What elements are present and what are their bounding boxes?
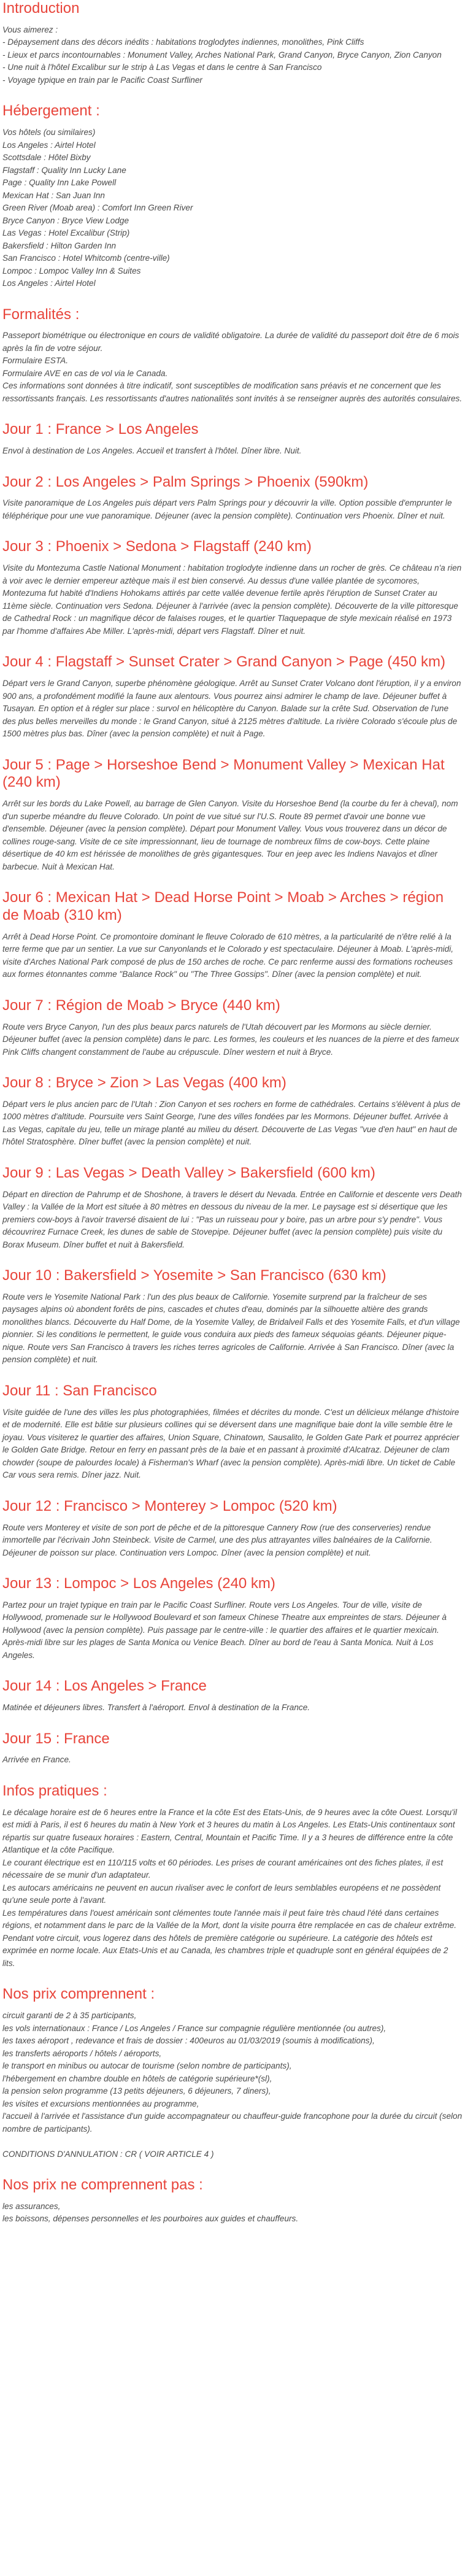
hotel-line: Page : Quality Inn Lake Powell <box>2 178 117 188</box>
comprend-line <box>2 2135 463 2148</box>
day-section <box>2 1267 463 1367</box>
comprend-line: les visites et excursions mentionnées au programme, <box>2 2099 199 2108</box>
hotel-line: Los Angeles : Airtel Hotel <box>2 279 96 288</box>
intro-line: - Une nuit à l'hôtel Excalibur sur le strip à Las Vegas et dans le centre à San Francisco <box>2 63 322 72</box>
day-title: Jour 6 : Mexican Hat > Dead Horse Point > Moab > Arches > région de Moab (310 km) <box>2 889 444 924</box>
comprend-title: Nos prix comprennent : <box>2 1986 155 2003</box>
comprend-line: la pension selon programme (13 petits déjeuners, 6 déjeuners, 7 diners), <box>2 2086 271 2096</box>
infos-line: Le courant électrique est en 110/115 volts et 60 périodes. Les prises de courant américaines ont des fiches plates, il est nécessaire de se munir d'un adaptateur. <box>2 1857 444 1880</box>
day-title: Jour 1 : France > Los Angeles <box>2 421 199 438</box>
annulation-line: CONDITIONS D'ANNULATION : CR ( VOIR ARTICLE 4 ) <box>2 2149 214 2159</box>
comprend-line: les taxes aéroport , redevance et frais de dossier : 400euros au 01/03/2019 (soumis à modifications), <box>2 2036 375 2046</box>
day-text: Envol à destination de Los Angeles. Accueil et transfert à l'hôtel. Dîner libre. Nuit. <box>2 446 302 456</box>
hebergement-title: Hébergement : <box>2 102 100 120</box>
formalites-title: Formalités : <box>2 306 80 323</box>
day-text: Partez pour un trajet typique en train par le Pacific Coast Surfliner. Route vers Los Angeles. Tour de ville, visite de Hollywood, promenade sur le Hollywood Boulevard et son fameux Chinese Theatre aux empreintes de stars. Déjeuner à Hollywood (avec la pension complète). Puis passage par le centre-ville : le quartier des affaires et le quartier mexicain. Après-midi libre sur les plages de Santa Monica ou Venice Beach. Dîner au bord de l'eau à Santa Monica. Nuit à Los Angeles. <box>2 1600 447 1660</box>
infos-line: Les températures dans l'ouest américain sont clémentes toute l'année mais il peut faire très chaud l'été dans certaines régions, et notamment dans le parc de la Vallée de la Mort, dont la visite pourra être remplacée en cas de chaleur extrême. <box>2 1908 456 1930</box>
comprend-pas-title: Nos prix ne comprennent pas : <box>2 2177 203 2194</box>
infos-title: Infos pratiques : <box>2 1782 107 1799</box>
intro-line: - Voyage typique en train par le Pacific Coast Surfliner <box>2 75 202 85</box>
comprend-pas-line: les boissons, dépenses personnelles et les pourboires aux guides et chauffeurs. <box>2 2214 299 2224</box>
formalites-section <box>2 306 463 406</box>
hotel-line: Green River (Moab area) : Comfort Inn Green River <box>2 203 193 213</box>
day-title: Jour 15 : France <box>2 1730 110 1747</box>
hotel-line: San Francisco : Hotel Whitcomb (centre-ville) <box>2 253 170 263</box>
day-section <box>2 538 463 638</box>
day-text: Route vers le Yosemite National Park : l'un des plus beaux de Californie. Yosemite surprend par la fraîcheur de ses paysages alpins où abondent forêts de pins, cascades et chutes d'eau, dominés par la silhouette altière des grands monolithes blancs. Découverte du Half Dome, de la Yosemite Valley, de Bridalveil Falls et des Yosemite Falls, et d'un village pionnier. Si les conditions le permettent, le guide vous conduira aux pieds des fameux séquoias géants. Déjeuner pique-nique. Route vers San Francisco à travers les riches terres agricoles de Californie. Arrivée à San Francisco. Dîner (avec la pension complète) et nuit. <box>2 1292 460 1365</box>
day-title: Jour 8 : Bryce > Zion > Las Vegas (400 km) <box>2 1074 286 1092</box>
intro-line: - Lieux et parcs incontournables : Monument Valley, Arches National Park, Grand Canyon, Bryce Canyon, Zion Canyon <box>2 50 442 60</box>
day-text: Route vers Bryce Canyon, l'un des plus beaux parcs naturels de l'Utah découvert par les Mormons au siècle dernier. Déjeuner buffet (avec la pension complète) dans le parc. Les formes, les couleurs et les nuances de la pierre et des fameux Pink Cliffs changent constamment de l'aube au crépuscule. Dîner western et nuit à Bryce. <box>2 1022 459 1057</box>
day-section <box>2 474 463 523</box>
hotel-line: Los Angeles : Airtel Hotel <box>2 140 96 150</box>
day-section <box>2 1074 463 1149</box>
intro-section <box>2 0 463 87</box>
day-title: Jour 9 : Las Vegas > Death Valley > Bakersfield (600 km) <box>2 1164 375 1181</box>
day-section <box>2 1382 463 1482</box>
comprend-pas-lines <box>2 2200 463 2226</box>
day-text: Départ vers le plus ancien parc de l'Utah : Zion Canyon et ses rochers en forme de cathédrales. Certains s'élèvent à plus de 1000 mètres d'altitude. Poursuite vers Saint George, l'une des villes fondées par les Mormons. Déjeuner buffet. Arrivée à Las Vegas, capitale du jeu, telle un mirage planté au milieu du désert. Découverte de Las Vegas "vue d'en haut" en haut de l'hôtel Stratosphère. Dîner buffet (avec la pension complète) et nuit. <box>2 1099 461 1147</box>
day-section <box>2 1575 463 1662</box>
hebergement-lines <box>2 126 463 290</box>
day-title: Jour 13 : Lompoc > Los Angeles (240 km) <box>2 1575 275 1592</box>
day-text: Arrêt à Dead Horse Point. Ce promontoire dominant le fleuve Colorado de 610 mètres, a la particularité de n'être relié à la terre ferme que par un sentier. La vue sur Canyonlands et le Colorado y est spectaculaire. Déjeuner à Moab. L'après-midi, visite d'Arches National Park composé de plus de 150 arches de roche. Ce parc renferme aussi des formations rocheuses aux formes étonnantes comme "Balance Rock" ou "The Three Gossips". Dîner (avec la pension complète) et nuit. <box>2 931 454 979</box>
infos-line: Le décalage horaire est de 6 heures entre la France et la côte Est des Etats-Unis, de 9 heures avec la côte Ouest. Lorsqu'il est midi à Paris, il est 6 heures du matin à New York et 3 heures du matin à Los Angeles. Les Etats-Unis continentaux sont répartis sur quatre fuseaux horaires : Eastern, Central, Mountain et Pacific Time. Il y a 3 heures de différence entre la côte Atlantique et la côte Pacifique. <box>2 1807 457 1855</box>
day-text: Route vers Monterey et visite de son port de pêche et de la pittoresque Cannery Row (rue des conserveries) rendue immortelle par l'écrivain John Steinbeck. Visite de Carmel, une des plus attrayantes villes balnéaires de la Californie. Déjeuner de poisson sur place. Continuation vers Lompoc. Dîner (avec la pension complète) et nuit. <box>2 1522 432 1557</box>
infos-lines <box>2 1807 463 1970</box>
day-section <box>2 421 463 457</box>
day-text: Départ vers le Grand Canyon, superbe phénomène géologique. Arrêt au Sunset Crater Volcano dont l'éruption, il y a environ 900 ans, a profondément modifié la faune aux alentours. Vous pourrez ainsi admirer le champ de lave. Déjeuner buffet à Tusayan. En option et à régler sur place : survol en hélicoptère du Canyon. Balade sur la crête Sud. Observation de l'une des plus belles merveilles du monde : le Grand Canyon, situé à 2125 mètres d'altitude. La rivière Colorado s'écoule plus de 1500 mètres plus bas. Dîner (avec la pension complète) et nuit à Page. <box>2 679 461 739</box>
comprend-line: les transferts aéroports / hôtels / aéroports, <box>2 2048 162 2058</box>
comprend-lines <box>2 2010 463 2161</box>
day-text: Matinée et déjeuners libres. Transfert à l'aéroport. Envol à destination de la France. <box>2 1703 310 1713</box>
day-section <box>2 757 463 874</box>
intro-line: Vous aimerez : <box>2 25 58 34</box>
hotel-line: Flagstaff : Quality Inn Lucky Lane <box>2 165 126 175</box>
infos-line: Les autocars américains ne peuvent en aucun rivaliser avec le confort de leurs semblables européens et ne possèdent qu'une seule porte à l'avant. <box>2 1883 441 1905</box>
formalites-lines <box>2 330 463 405</box>
infos-line: Pendant votre circuit, vous logerez dans des hôtels de première catégorie ou supérieure. La catégorie des hôtels est exprimée en norme locale. Aux Etats-Unis et au Canada, les chambres triple et quadruple sont en général équipées de 2 lits. <box>2 1933 448 1968</box>
hotel-line: Bakersfield : Hilton Garden Inn <box>2 241 117 250</box>
day-title: Jour 4 : Flagstaff > Sunset Crater > Grand Canyon > Page (450 km) <box>2 654 445 671</box>
comprend-line: les vols internationaux : France / Los Angeles / France sur compagnie régulière mentionnée (ou autres), <box>2 2023 386 2033</box>
day-section <box>2 1678 463 1714</box>
day-section <box>2 1165 463 1251</box>
hotel-line: Mexican Hat : San Juan Inn <box>2 190 105 200</box>
comprend-pas-line: les assurances, <box>2 2201 61 2211</box>
day-title: Jour 3 : Phoenix > Sedona > Flagstaff (240 km) <box>2 538 312 555</box>
hebergement-section <box>2 102 463 290</box>
comprend-section <box>2 1986 463 2161</box>
intro-title: Introduction <box>2 0 80 17</box>
comprend-line: le transport en minibus ou autocar de tourisme (selon nombre de participants), <box>2 2061 292 2071</box>
formalites-line: Ces informations sont données à titre indicatif, sont susceptibles de modification sans préavis et ne concernent que les ressortissants français. Les ressortissants d'autres nationalités sont invités à se renseigner auprès des autorités consulaires. <box>2 381 463 403</box>
intro-line: - Dépaysement dans des décors inédits : habitations troglodytes indiennes, monolithes, Pink Cliffs <box>2 37 364 47</box>
day-section <box>2 889 463 981</box>
day-section <box>2 1730 463 1767</box>
day-title: Jour 5 : Page > Horseshoe Bend > Monument Valley > Mexican Hat (240 km) <box>2 756 445 791</box>
day-title: Jour 12 : Francisco > Monterey > Lompoc (520 km) <box>2 1497 337 1514</box>
day-text: Départ en direction de Pahrump et de Shoshone, à travers le désert du Nevada. Entrée en Californie et descente vers Death Valley : la Vallée de la Mort est située à 80 mètres en dessous du niveau de la mer. Le paysage est si désertique que les premiers cow-boys à l'avoir traversé disaient de lui : "Pas un ruisseau pour y boire, pas un arbre pour s'y pendre". Vous découvrirez Furnace Creek, les dunes de sable de Stovepipe. Déjeuner buffet (avec la pension complète) puis visite du Borax Museum. Dîner buffet et nuit à Bakersfield. <box>2 1189 462 1249</box>
formalites-line: Formulaire AVE en cas de vol via le Canada. <box>2 368 168 378</box>
day-section <box>2 1498 463 1559</box>
comprend-line: l'accueil à l'arrivée et l'assistance d'un guide accompagnateur ou chauffeur-guide francophone pour la durée du circuit (selon nombre de participants). <box>2 2111 463 2134</box>
day-text: Arrêt sur les bords du Lake Powell, au barrage de Glen Canyon. Visite du Horseshoe Bend (la courbe du fer à cheval), nom d'un superbe méandre du fleuve Colorado. Un point de vue situé sur l'U.S. Route 89 permet d'avoir une bonne vue d'ensemble. Déjeuner (avec la pension complète). Départ pour Monument Valley. Vous vous trouverez dans un décor de collines rouge-sang. Visite de ce site impressionnant, lieu de tournage de nombreux films de cow-boys. Cette plaine désertique de 40 km est hérissée de monolithes de grès gigantesques. Tour en jeep avec les Indiens Navajos et dîner barbecue. Nuit à Mexican Hat. <box>2 799 458 871</box>
day-title: Jour 2 : Los Angeles > Palm Springs > Phoenix (590km) <box>2 473 369 490</box>
hotel-line: Bryce Canyon : Bryce View Lodge <box>2 215 129 225</box>
hotel-line: Las Vegas : Hotel Excalibur (Strip) <box>2 228 130 238</box>
day-section <box>2 997 463 1059</box>
day-text: Visite guidée de l'une des villes les plus photographiées, filmées et décrites du monde. C'est un délicieux mélange d'histoire et de modernité. Elle est bâtie sur plusieurs collines qui se déversent dans une magnifique baie dont la ville semble être le joyau. Vous visiterez le quartier des affaires, Union Square, Chinatown, Sausalito, le Golden Gate Park et pourrez apprécier le Golden Gate Bridge. Retour en ferry en passant près de la baie et en passant à proximité d'Alcatraz. Déjeuner de clam chowder (soupe de palourdes locale) à Fisherman's Wharf (avec la pension complète). Après-midi libre. Un ticket de Cable Car vous sera remis. Dîner jazz. Nuit. <box>2 1407 459 1480</box>
hotel-line: Vos hôtels (ou similaires) <box>2 128 96 137</box>
formalites-line: Passeport biométrique ou électronique en cours de validité obligatoire. La durée de validité du passeport doit être de 6 mois après la fin de votre séjour. <box>2 331 459 353</box>
day-title: Jour 10 : Bakersfield > Yosemite > San Francisco (630 km) <box>2 1267 386 1284</box>
comprend-line: circuit garanti de 2 à 35 participants, <box>2 2011 137 2021</box>
day-title: Jour 7 : Région de Moab > Bryce (440 km) <box>2 997 280 1014</box>
comprend-pas-section <box>2 2177 463 2226</box>
hotel-line: Scottsdale : Hôtel Bixby <box>2 153 91 163</box>
infos-section <box>2 1783 463 1970</box>
formalites-line: Formulaire ESTA. <box>2 356 69 366</box>
day-section <box>2 654 463 740</box>
intro-lines <box>2 24 463 87</box>
day-title: Jour 11 : San Francisco <box>2 1382 157 1399</box>
comprend-line: l'hébergement en chambre double en hôtels de catégorie supérieure*(sl), <box>2 2073 272 2083</box>
day-text: Arrivée en France. <box>2 1755 71 1765</box>
day-title: Jour 14 : Los Angeles > France <box>2 1678 207 1695</box>
day-text: Visite du Montezuma Castle National Monument : habitation troglodyte indienne dans un rocher de grès. Ce château n'a rien à voir avec le dernier empereur aztèque mais il est bien conservé. Au dessus d'une vallée plantée de sycomores, Montezuma fut habité d'Indiens Hohokams attirés par cette vallée devenue fertile après l'éruption de Sunset Crater au 11ème siècle. Continuation vers Sedona. Déjeuner à l'arrivée (avec la pension complète). Découverte de la ville pittoresque de Cathedral Rock : un magnifique décor de falaises rouges, et le quartier Tlaquepaque de style mexicain réalisé en 1973 par l'homme d'affaires Abe Miller. L'après-midi, départ vers Flagstaff. Dîner et nuit. <box>2 563 462 636</box>
hotel-line: Lompoc : Lompoc Valley Inn & Suites <box>2 266 141 276</box>
day-text: Visite panoramique de Los Angeles puis départ vers Palm Springs pour y découvrir la ville. Option possible d'emprunter le téléphérique pour une vue panoramique. Déjeuner (avec la pension complète). Continuation vers Phoenix. Dîner et nuit. <box>2 498 452 520</box>
